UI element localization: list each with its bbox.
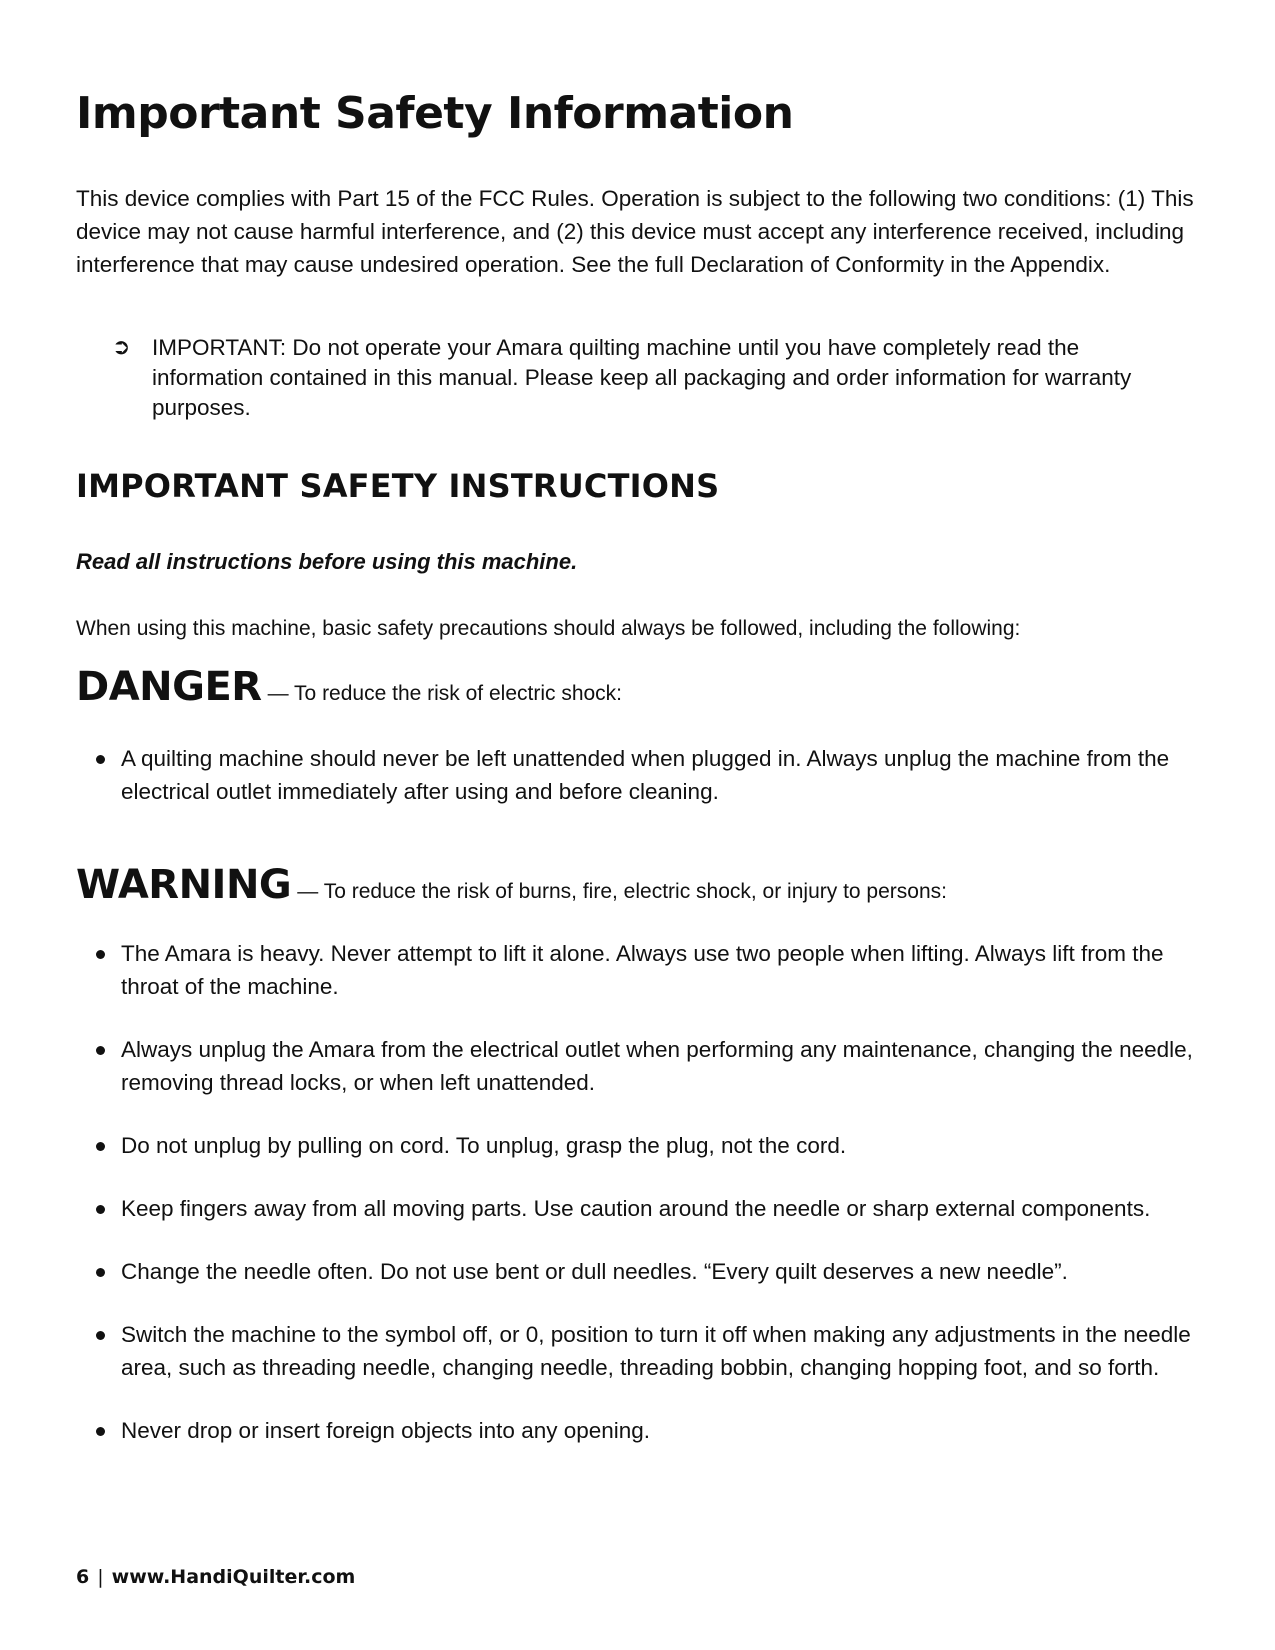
- list-item: [96, 1129, 1216, 1162]
- warning-label: WARNING: [76, 862, 292, 908]
- list-item-text: Never drop or insert foreign objects into any opening.: [121, 1418, 651, 1443]
- important-note: [112, 333, 1192, 423]
- warning-description: — To reduce the risk of burns, fire, electric shock, or injury to persons:: [297, 880, 947, 903]
- bullet-icon: [96, 1427, 105, 1436]
- read-all-instructions: Read all instructions before using this machine.: [76, 549, 578, 574]
- list-item-text: Always unplug the Amara from the electrical outlet when performing any maintenance, changing the needle, removing thread locks, or when left unattended.: [121, 1037, 1193, 1095]
- bullet-icon: [96, 1331, 105, 1340]
- list-item-text: Do not unplug by pulling on cord. To unplug, grasp the plug, not the cord.: [121, 1133, 847, 1158]
- danger-label: DANGER: [76, 664, 262, 710]
- danger-description: — To reduce the risk of electric shock:: [267, 682, 623, 705]
- list-item: [96, 1414, 1216, 1447]
- bullet-icon: [96, 1268, 105, 1277]
- page-footer: [76, 1568, 355, 1587]
- list-item: [96, 1318, 1216, 1384]
- website-link[interactable]: www.HandiQuilter.com: [111, 1566, 356, 1588]
- arrow-right-icon: ➲: [112, 335, 131, 360]
- bullet-icon: [96, 1142, 105, 1151]
- danger-list: [96, 742, 1216, 808]
- bullet-icon: [96, 950, 105, 959]
- list-item-text: A quilting machine should never be left unattended when plugged in. Always unplug the machine from the electrical outlet immediately after using and before cleaning.: [121, 746, 1170, 804]
- danger-callout: [76, 664, 623, 710]
- list-item-text: The Amara is heavy. Never attempt to lift it alone. Always use two people when lifting. Always lift from the throat of the machine.: [121, 941, 1164, 999]
- page-title: Important Safety Information: [76, 88, 794, 139]
- list-item: [96, 742, 1216, 808]
- precautions-intro: When using this machine, basic safety precautions should always be followed, including the following:: [76, 617, 1021, 640]
- warning-list: [96, 937, 1216, 1477]
- important-note-text: IMPORTANT: Do not operate your Amara quilting machine until you have completely read the information contained in this manual. Please keep all packaging and order information for warranty purposes.: [152, 335, 1132, 420]
- bullet-icon: [96, 755, 105, 764]
- bullet-icon: [96, 1046, 105, 1055]
- section-heading: IMPORTANT SAFETY INSTRUCTIONS: [76, 467, 720, 505]
- list-item-text: Change the needle often. Do not use bent or dull needles. “Every quilt deserves a new needle”.: [121, 1259, 1068, 1284]
- page-number: 6: [76, 1566, 90, 1588]
- footer-separator: |: [97, 1566, 104, 1588]
- list-item-text: Keep fingers away from all moving parts. Use caution around the needle or sharp external components.: [121, 1196, 1151, 1221]
- list-item-text: Switch the machine to the symbol off, or 0, position to turn it off when making any adjustments in the needle area, such as threading needle, changing needle, threading bobbin, changing hopping foot, and so forth.: [121, 1322, 1191, 1380]
- warning-callout: [76, 862, 947, 908]
- list-item: [96, 937, 1216, 1003]
- list-item: [96, 1192, 1216, 1225]
- fcc-compliance-paragraph: This device complies with Part 15 of the FCC Rules. Operation is subject to the following two conditions: (1) This device may not cause harmful interference, and (2) this device must accept any interference received, including interference that may cause undesired operation. See the full Declaration of Conformity in the Appendix.: [76, 186, 1194, 277]
- list-item: [96, 1255, 1216, 1288]
- list-item: [96, 1033, 1216, 1099]
- bullet-icon: [96, 1205, 105, 1214]
